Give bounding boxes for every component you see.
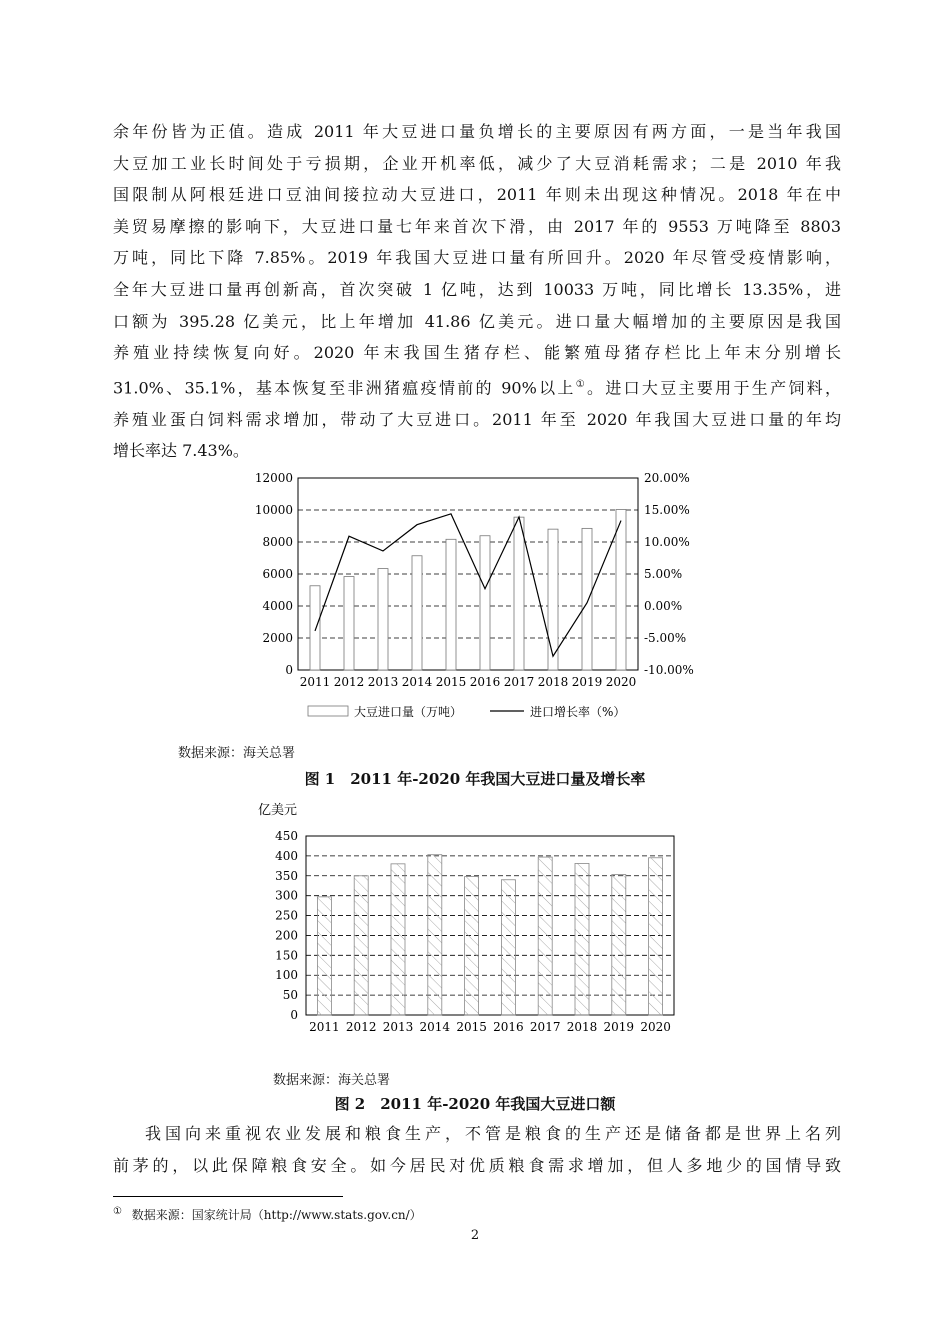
text-line: 美贸易摩擦的影响下，大豆进口量七年来首次下滑，由 2017 年的 9553 万吨降至 8803 — [113, 216, 841, 236]
text-segment: 我国向来重视农业发展和粮食生产，不管是粮食的生产还是储备都是世界上名列 — [145, 1124, 841, 1143]
x-tick-label: 2013 — [382, 1020, 414, 1034]
bar — [612, 875, 626, 1015]
y-tick-label: 400 — [275, 848, 298, 863]
y-tick-label: 6000 — [262, 567, 293, 581]
y2-tick-label: -5.00% — [644, 631, 687, 645]
footnote-divider — [113, 1196, 343, 1197]
text-segment: 。进口大豆主要用于生产饲料， — [587, 378, 841, 398]
y-tick-label: 100 — [275, 968, 298, 983]
bar — [582, 528, 592, 670]
x-tick-label: 2016 — [469, 675, 501, 689]
figure1-chart — [240, 468, 720, 730]
y-tick-label: 50 — [282, 988, 298, 1003]
footnote-text: 数据来源：国家统计局（http://www.stats.gov.cn/） — [131, 1208, 422, 1222]
x-tick-label: 2017 — [529, 1020, 561, 1034]
y-tick-label: 12000 — [254, 471, 293, 485]
x-tick-label: 2012 — [345, 1020, 377, 1034]
bar — [649, 858, 663, 1015]
footnote-mark: ① — [113, 1206, 122, 1217]
x-tick-label: 2018 — [566, 1020, 598, 1034]
x-tick-label: 2012 — [333, 675, 365, 689]
bar — [391, 864, 405, 1015]
bar — [538, 857, 552, 1015]
y2-tick-label: -10.00% — [644, 663, 694, 677]
y2-tick-label: 15.00% — [644, 503, 690, 517]
legend-bar-label: 大豆进口量（万吨） — [354, 705, 463, 719]
text-line: 万吨，同比下降 7.85%。2019 年我国大豆进口量有所回升。2020 年尽管受疫情影响， — [113, 248, 841, 268]
bar — [514, 517, 524, 670]
legend-bar-swatch — [308, 706, 348, 716]
bar — [378, 569, 388, 670]
y-tick-label: 0 — [285, 663, 293, 677]
x-tick-label: 2015 — [456, 1020, 487, 1034]
legend-line-label: 进口增长率（%） — [530, 705, 626, 719]
y-tick-label: 2000 — [262, 631, 293, 645]
y2-tick-label: 20.00% — [644, 471, 690, 485]
figure1-source: 数据来源：海关总署 — [178, 746, 296, 761]
figure2-source: 数据来源：海关总署 — [273, 1073, 391, 1088]
x-tick-label: 2011 — [309, 1020, 340, 1034]
x-tick-label: 2016 — [493, 1020, 524, 1034]
y-tick-label: 10000 — [254, 503, 293, 517]
bar — [428, 855, 442, 1015]
text-line: 养殖业持续恢复向好。2020 年末我国生猪存栏、能繁殖母猪存栏比上年末分别增长 — [113, 343, 841, 363]
text-line-with-footnote — [113, 369, 841, 404]
bar — [575, 863, 589, 1015]
figure2-caption: 图 2 2011 年-2020 年我国大豆进口额 — [334, 1095, 616, 1113]
text-line: 全年大豆进口量再创新高，首次突破 1 亿吨，达到 10033 万吨，同比增长 13.35%，进 — [113, 279, 841, 299]
y2-tick-label: 10.00% — [644, 535, 690, 549]
bar — [354, 876, 368, 1015]
y-tick-label: 350 — [275, 868, 298, 883]
x-tick-label: 2014 — [419, 1020, 451, 1034]
closing-paragraph — [113, 1118, 841, 1181]
text-line — [113, 1118, 841, 1150]
growth-rate-line — [315, 514, 621, 656]
bar — [480, 536, 490, 670]
y2-tick-label: 5.00% — [644, 567, 683, 581]
import-value-chart — [240, 798, 700, 1040]
text-line: 余年份皆为正值。造成 2011 年大豆进口量负增长的主要原因有两方面，一是当年我国 — [113, 122, 841, 141]
x-tick-label: 2020 — [640, 1020, 671, 1034]
footnote — [113, 1206, 422, 1223]
bar — [317, 897, 331, 1015]
text-line: 增长率达 7.43%。 — [113, 441, 249, 461]
text-line: 前茅的，以此保障粮食安全。如今居民对优质粮食需求增加，但人多地少的国情导致 — [113, 1155, 841, 1175]
x-tick-label: 2019 — [603, 1020, 635, 1034]
y-axis-unit: 亿美元 — [258, 803, 298, 818]
bar — [616, 509, 626, 670]
y-tick-label: 300 — [275, 888, 298, 903]
y-tick-label: 200 — [275, 928, 298, 943]
y-tick-label: 0 — [290, 1008, 298, 1022]
bar — [501, 880, 515, 1015]
y-tick-label: 450 — [275, 829, 298, 843]
y-tick-label: 8000 — [262, 535, 293, 549]
bar — [412, 556, 422, 670]
x-tick-label: 2019 — [571, 675, 603, 689]
figure2-chart — [240, 798, 700, 1040]
text-line: 养殖业蛋白饲料需求增加，带动了大豆进口。2011 年至 2020 年我国大豆进口量的年均 — [113, 409, 841, 429]
figure1-caption: 图 1 2011 年-2020 年我国大豆进口量及增长率 — [304, 770, 646, 788]
x-tick-label: 2020 — [605, 675, 637, 689]
text-line: 大豆加工业长时间处于亏损期，企业开机率低，减少了大豆消耗需求；二是 2010 年我 — [113, 153, 841, 173]
y-tick-label: 250 — [275, 908, 298, 923]
text-segment: 31.0%、35.1%，基本恢复至非洲猪瘟疫情前的 90%以上 — [113, 378, 576, 398]
page-number: 2 — [470, 1228, 480, 1243]
x-tick-label: 2015 — [435, 675, 467, 689]
x-tick-label: 2011 — [299, 675, 331, 689]
y2-tick-label: 0.00% — [644, 599, 683, 613]
x-tick-label: 2017 — [503, 675, 535, 689]
x-tick-label: 2013 — [367, 675, 399, 689]
x-tick-label: 2018 — [537, 675, 569, 689]
intro-paragraph — [113, 116, 841, 467]
bar — [548, 529, 558, 670]
x-tick-label: 2014 — [401, 675, 433, 689]
bar — [310, 586, 320, 670]
bar — [465, 877, 479, 1015]
import-volume-growth-chart — [240, 468, 720, 730]
text-line: 口额为 395.28 亿美元，比上年增加 41.86 亿美元。进口量大幅增加的主要原因是我国 — [113, 311, 841, 331]
text-line: 国限制从阿根廷进口豆油间接拉动大豆进口，2011 年则未出现这种情况。2018 年在中 — [113, 185, 841, 205]
bar — [344, 577, 354, 670]
bar — [446, 539, 456, 670]
y-tick-label: 150 — [275, 948, 298, 963]
footnote-reference[interactable]: ① — [575, 378, 588, 390]
y-tick-label: 4000 — [262, 599, 293, 613]
